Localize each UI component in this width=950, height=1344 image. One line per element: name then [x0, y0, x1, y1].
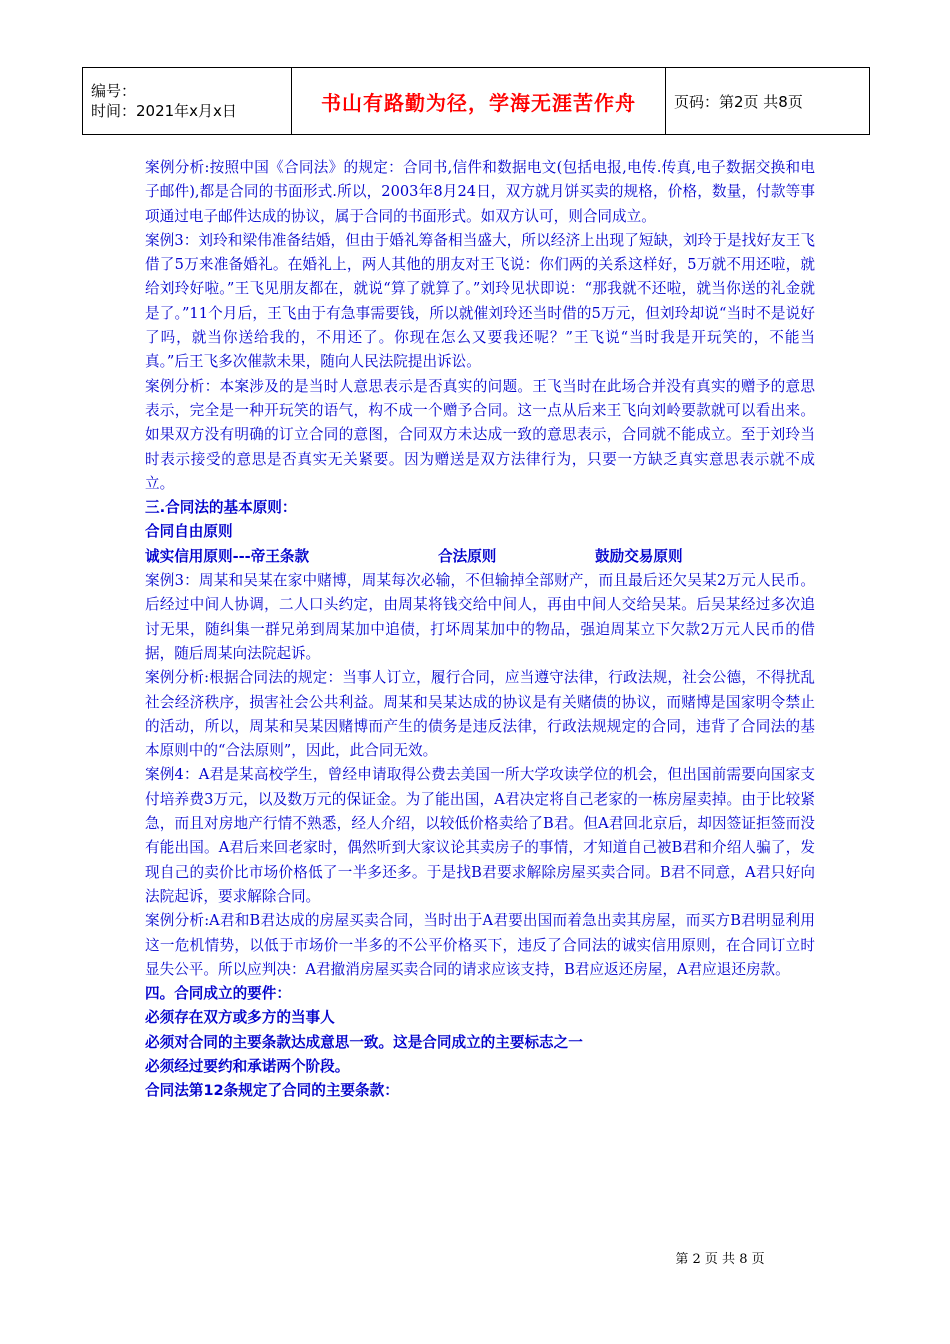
number-label: 编号：: [91, 82, 137, 100]
header-meta: [83, 68, 292, 135]
section-heading-3: 三.合同法的基本原则：: [145, 499, 297, 517]
paragraph-analysis-1: 案例分析:按照中国《合同法》的规定：合同书,信件和数据电文(包括电报,电传.传真,电子数据交换和电子邮件),都是合同的书面形式.所以，2003年8月24日，双方就月饼买卖的规格，价格，数量，付款等事项通过电子邮件达成的协议，属于合同的书面形式。如双方认可，则合同成立。: [145, 159, 815, 225]
paragraph-analysis-4: 案例分析:A君和B君达成的房屋买卖合同，当时出于A君要出国而着急出卖其房屋，而买方B君明显利用这一危机情势，以低于市场价一半多的不公平价格买下，违反了合同法的诚实信用原则，在合同订立时显失公平。所以应判决：A君撤消房屋买卖合同的请求应该支持，B君应返还房屋，A君应退还房款。: [145, 912, 815, 978]
principles-row: [145, 545, 815, 569]
paragraph-case-3b: 案例3：周某和吴某在家中赌博，周某每次必输，不但输掉全部财产，而且最后还欠吴某2万元人民币。后经过中间人协调，二人口头约定，由周某将钱交给中间人，再由中间人交给吴某。后吴某经过多次追讨无果，随纠集一群兄弟到周某加中追债，打坏周某加中的物品，强迫周某立下欠款2万元人民币的借据，随后周某向法院起诉。: [145, 572, 815, 662]
principle-good-faith: 诚实信用原则---帝王条款: [145, 547, 310, 565]
paragraph-analysis-2: 案例分析：本案涉及的是当时人意思表示是否真实的问题。王飞当时在此场合并没有真实的赠予的意思表示，完全是一种开玩笑的语气，构不成一个赠予合同。这一点从后来王飞向刘岭要款就可以看出来。如果双方没有明确的订立合同的意图，合同双方未达成一致的意思表示，合同就不能成立。至于刘玲当时表示接受的意思是否真实无关紧要。因为赠送是双方法律行为，只要一方缺乏真实意思表示就不成立。: [145, 377, 815, 492]
principle-legality: 合法原则: [438, 547, 497, 565]
header-table: [82, 67, 870, 135]
requirement-2: 必须对合同的主要条款达成意思一致。这是合同成立的主要标志之一: [145, 1033, 583, 1051]
footer-page-number: 第 2 页 共 8 页: [675, 1252, 765, 1267]
date-label: 时间：2021年x月x日: [91, 102, 237, 120]
paragraph-analysis-3: 案例分析:根据合同法的规定：当事人订立，履行合同，应当遵守法律，行政法规，社会公德，不得扰乱社会经济秩序，损害社会公共利益。周某和吴某达成的协议是有关赌债的协议，而赌博是国家明令禁止的活动，所以，周某和吴某因赌博而产生的债务是违反法律，行政法规规定的合同，违背了合同法的基本原则中的“合法原则”，因此，此合同无效。: [145, 669, 815, 760]
paragraph-case-4: 案例4：A君是某高校学生，曾经申请取得公费去美国一所大学攻读学位的机会，但出国前需要向国家支付培养费3万元，以及数万元的保证金。为了能出国，A君决定将自己老家的一栋房屋卖掉。由于比较紧急，而且对房地产行情不熟悉，经人介绍，以较低价格卖给了B君。但A君回北京后，却因签证拒签而没有能出国。A君后来回老家时，偶然听到大家议论其卖房子的事情，才知道自己被B君和介绍人骗了，发现自己的卖价比市场价格低了一半多还多。于是找B君要求解除房屋买卖合同。B君不同意，A君只好向法院起诉，要求解除合同。: [145, 766, 815, 905]
header-motto: 书山有路勤为径，学海无涯苦作舟: [292, 68, 666, 135]
requirement-4: 合同法第12条规定了合同的主要条款：: [145, 1082, 399, 1100]
header-page-label: 页码：第2页 共8页: [666, 68, 870, 135]
requirement-1: 必须存在双方或多方的当事人: [145, 1009, 335, 1027]
requirement-3: 必须经过要约和承诺两个阶段。: [145, 1057, 350, 1075]
section-heading-4: 四。合同成立的要件：: [145, 985, 291, 1003]
document-body: [145, 156, 815, 1104]
principle-encourage-trade: 鼓励交易原则: [595, 547, 683, 565]
paragraph-case-3a: 案例3：刘玲和梁伟准备结婚，但由于婚礼筹备相当盛大，所以经济上出现了短缺，刘玲于是找好友王飞借了5万来准备婚礼。在婚礼上，两人其他的朋友对王飞说：你们两的关系这样好，5万就不用还啦，就给刘玲好啦。”王飞见朋友都在，就说“算了就算了。”刘玲见状即说：“那我就不还啦，就当你送的礼金就是了。”11个月后，王飞由于有急事需要钱，所以就催刘玲还当时借的5万元，但刘玲却说“当时不是说好了吗，就当你送给我的，不用还了。你现在怎么又要我还呢？”王飞说“当时我是开玩笑的，不能当真。”后王飞多次催款未果，随向人民法院提出诉讼。: [145, 231, 815, 371]
principle-freedom: 合同自由原则: [145, 523, 233, 541]
